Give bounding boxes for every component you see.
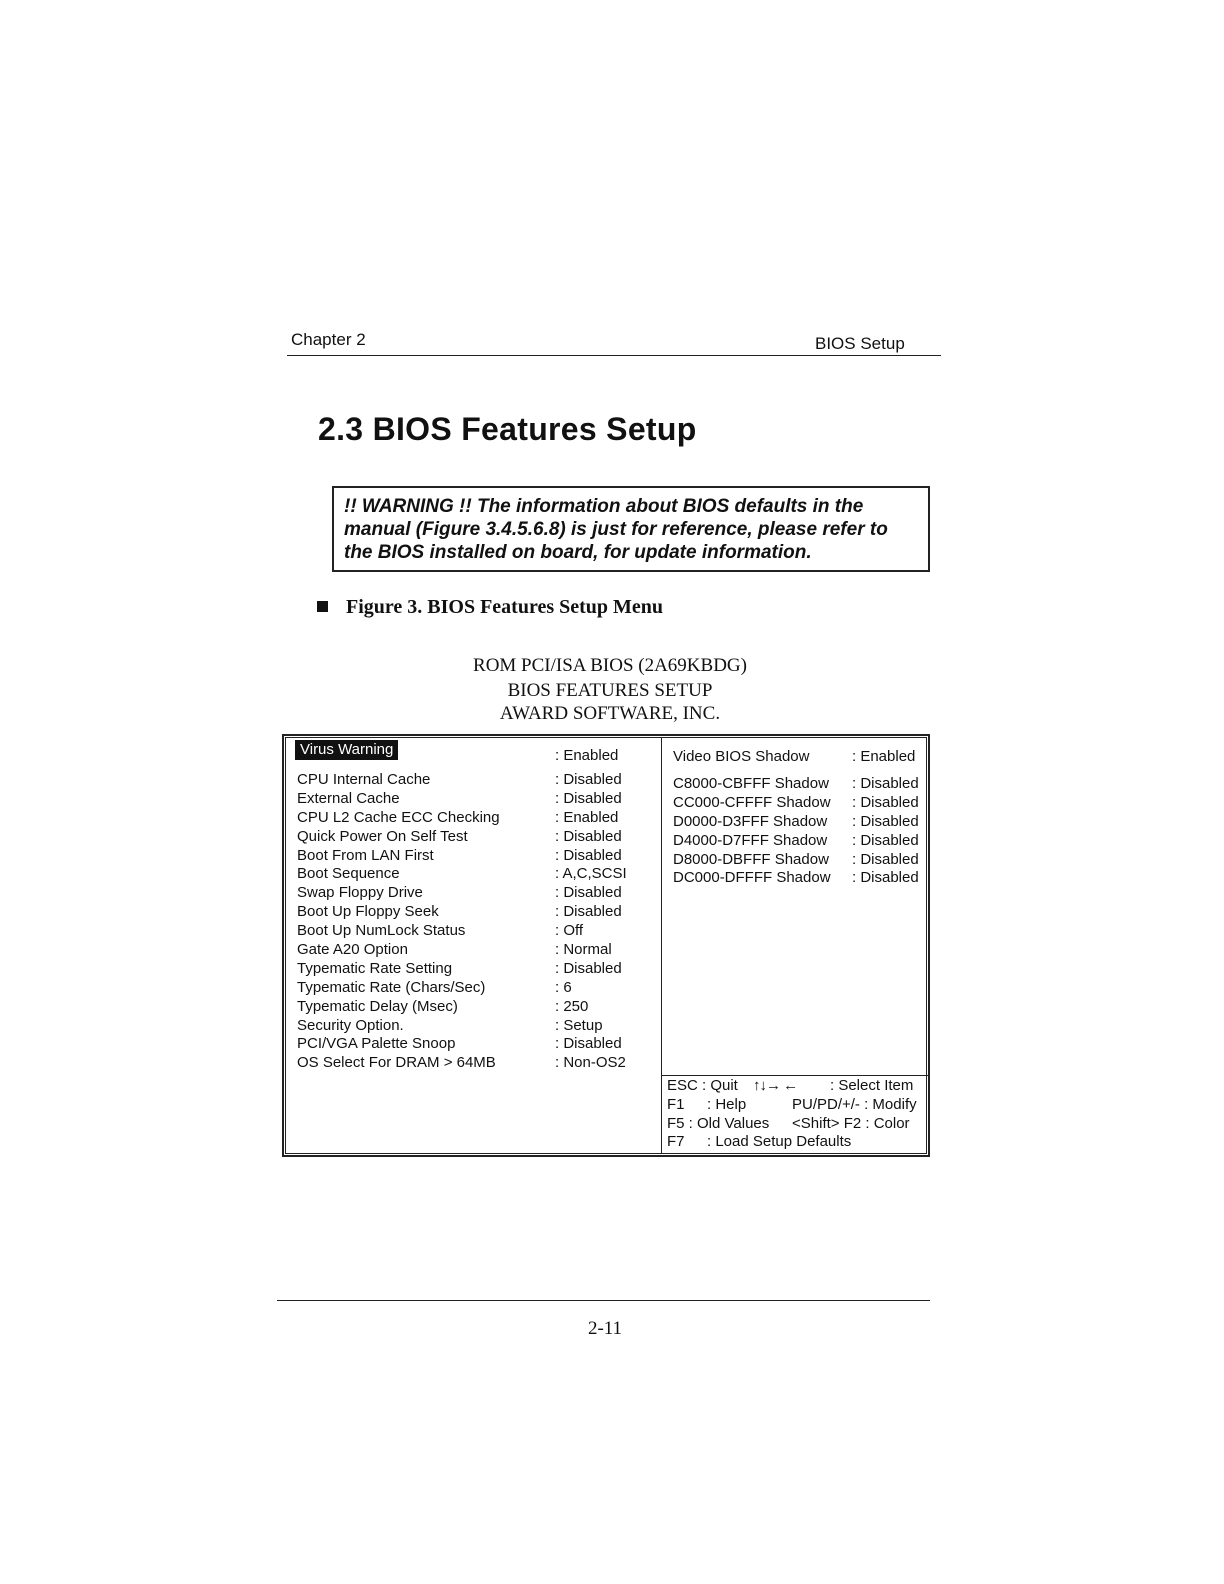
option-name[interactable]: OS Select For DRAM > 64MB [297,1054,496,1072]
shadow-name[interactable]: C8000-CBFFF Shadow [673,775,829,792]
video-bios-shadow-value[interactable]: : Enabled [852,748,916,765]
page-title: 2.3 BIOS Features Setup [318,411,697,447]
option-name[interactable]: CPU L2 Cache ECC Checking [297,808,500,826]
option-value[interactable]: : 250 [555,997,589,1015]
section-label: BIOS Setup [815,334,905,353]
help-select-item: : Select Item [830,1077,914,1094]
option-name[interactable]: Boot From LAN First [297,846,434,864]
shadow-name[interactable]: D0000-D3FFF Shadow [673,812,828,830]
shadow-value[interactable]: : Disabled [852,812,919,830]
warning-box [332,486,930,572]
option-name[interactable]: Swap Floppy Drive [297,884,423,902]
bios-title-vendor: AWARD SOFTWARE, INC. [499,703,721,724]
help-f7-key: F7 [667,1133,685,1151]
option-value[interactable]: : 6 [555,978,572,996]
option-virus-warning-value[interactable]: : Enabled [555,747,619,764]
option-value[interactable]: : Disabled [555,884,622,902]
option-name[interactable]: Typematic Rate (Chars/Sec) [297,978,486,996]
warning-line-1: !! WARNING !! The information about BIOS defaults in the [344,496,864,517]
header-rule [287,355,941,356]
option-name[interactable]: CPU Internal Cache [297,771,431,788]
option-value[interactable]: : Setup [555,1016,603,1034]
help-old-values: F5 : Old Values [667,1114,770,1132]
option-name[interactable]: Quick Power On Self Test [297,827,468,845]
option-value[interactable]: : Normal [555,941,612,959]
option-value[interactable]: : Disabled [555,1035,622,1053]
option-value[interactable]: : Non-OS2 [555,1054,626,1072]
shadow-name[interactable]: D8000-DBFFF Shadow [673,850,829,868]
option-list [297,770,500,1072]
shadow-name[interactable]: D4000-D7FFF Shadow [673,831,828,849]
help-divider [661,1075,928,1076]
footer-rule [277,1300,930,1301]
bullet-icon [317,601,328,612]
option-value[interactable]: : Off [555,922,584,940]
option-name[interactable]: Boot Up NumLock Status [297,922,466,940]
shadow-value[interactable]: : Disabled [852,793,919,811]
shadow-value[interactable]: : Disabled [852,869,919,887]
option-value[interactable]: : Disabled [555,903,622,921]
bios-column-divider [661,738,662,1154]
option-name[interactable]: Boot Sequence [297,865,400,883]
option-name[interactable]: External Cache [297,789,400,807]
option-value[interactable]: : Disabled [555,771,622,788]
page-number: 2-11 [587,1318,623,1339]
warning-line-3: the BIOS installed on board, for update information. [344,542,812,563]
option-name[interactable]: PCI/VGA Palette Snoop [297,1035,456,1053]
option-values [555,770,627,1072]
option-name[interactable]: Typematic Delay (Msec) [297,997,458,1015]
warning-line-2: manual (Figure 3.4.5.6.8) is just for reference, please refer to [344,519,888,540]
bios-title-setup: BIOS FEATURES SETUP [507,680,713,701]
shadow-name[interactable]: CC000-CFFFF Shadow [673,793,831,811]
option-value[interactable]: : Enabled [555,808,619,826]
option-value[interactable]: : Disabled [555,827,622,845]
option-name[interactable]: Gate A20 Option [297,941,408,959]
shadow-value[interactable]: : Disabled [852,850,919,868]
bios-title-rom: ROM PCI/ISA BIOS (2A69KBDG) [473,655,747,676]
option-value[interactable]: : Disabled [555,789,622,807]
help-esc-quit: ESC : Quit [667,1077,738,1094]
shadow-values [852,774,919,887]
arrow-keys-icon: ↑↓→ ← [753,1077,798,1094]
help-row-defaults [667,1133,925,1152]
figure-caption: Figure 3. BIOS Features Setup Menu [346,596,664,618]
shadow-value[interactable]: : Disabled [852,775,919,792]
help-row-values [667,1115,925,1134]
shadow-list [673,774,831,887]
option-value[interactable]: : Disabled [555,846,622,864]
option-value[interactable]: : Disabled [555,959,622,977]
chapter-label: Chapter 2 [291,330,366,349]
option-value[interactable]: : A,C,SCSI [555,865,627,883]
option-name[interactable]: Typematic Rate Setting [297,959,453,977]
option-name[interactable]: Security Option. [297,1016,404,1034]
option-virus-warning[interactable]: Virus Warning [295,740,398,760]
shadow-value[interactable]: : Disabled [852,831,919,849]
help-load-defaults: : Load Setup Defaults [707,1133,852,1151]
shadow-name[interactable]: DC000-DFFFF Shadow [673,869,831,887]
help-f1-text: : Help [707,1095,747,1113]
help-f1-key: F1 [667,1095,685,1113]
help-panel [667,1077,925,1152]
help-row-help [667,1096,925,1115]
video-bios-shadow-label[interactable]: Video BIOS Shadow [673,748,810,765]
help-color: <Shift> F2 : Color [792,1114,910,1132]
help-row-quit [667,1077,925,1096]
help-modify: PU/PD/+/- : Modify [792,1095,917,1113]
option-name[interactable]: Boot Up Floppy Seek [297,903,439,921]
